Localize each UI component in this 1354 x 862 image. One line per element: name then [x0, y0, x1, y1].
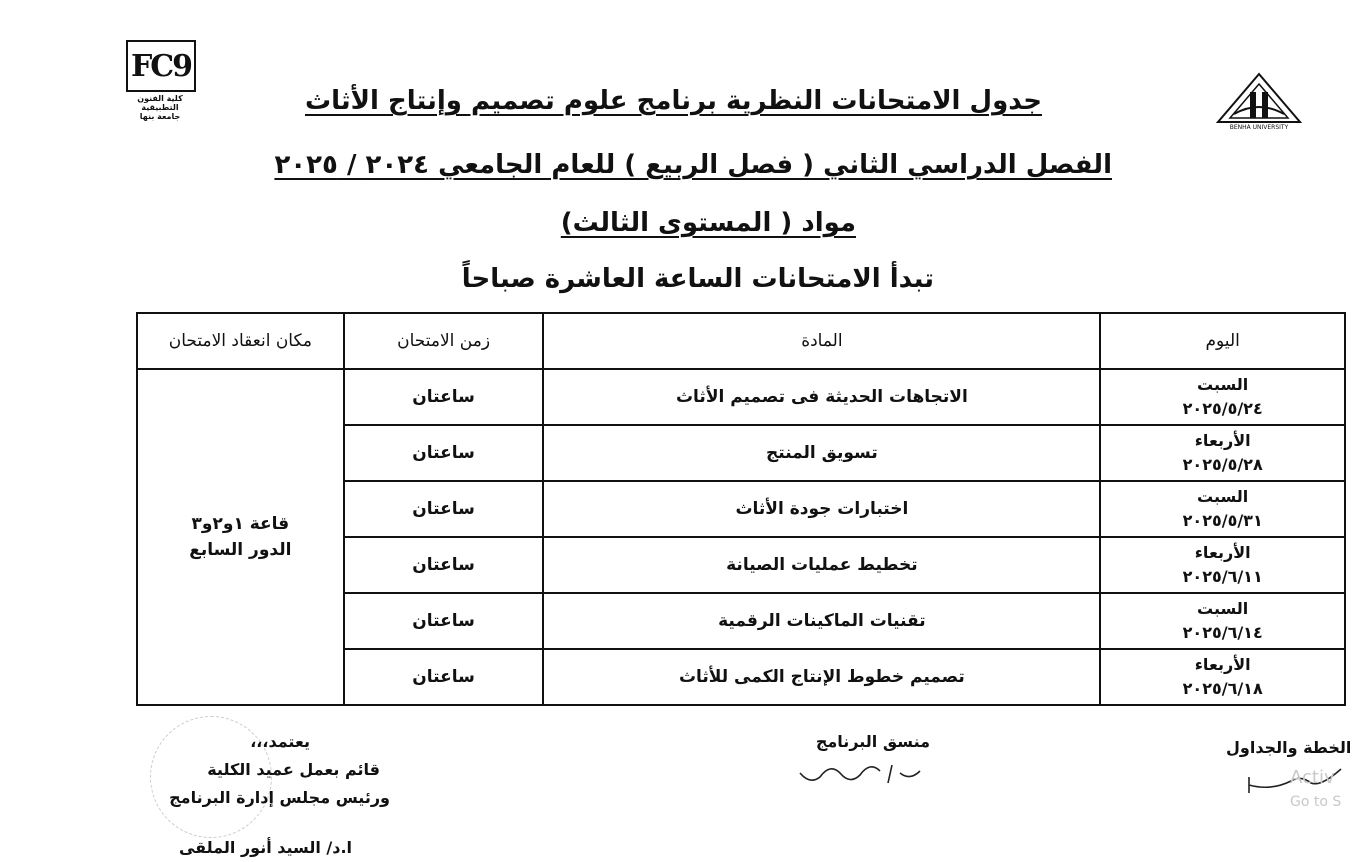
- duration-cell: ساعتان: [344, 593, 544, 649]
- day-name: السبت: [1197, 599, 1249, 618]
- coordinator-signature-icon: [780, 751, 930, 791]
- day-name: الأربعاء: [1194, 655, 1251, 674]
- exam-date: ٢٠٢٥/٦/١٨: [1182, 679, 1263, 698]
- day-cell: [1100, 593, 1345, 649]
- exam-date: ٢٠٢٥/٦/١٤: [1182, 623, 1263, 642]
- subject-cell: تصميم خطوط الإنتاج الكمى للأثاث: [543, 649, 1100, 705]
- subject-cell: تسويق المنتج: [543, 425, 1100, 481]
- duration-cell: ساعتان: [344, 537, 544, 593]
- subject-cell: اختبارات جودة الأثاث: [543, 481, 1100, 537]
- day-name: السبت: [1197, 487, 1249, 506]
- semester-title: الفصل الدراسي الثاني ( فصل الربيع ) للعام الجامعي ٢٠٢٤ / ٢٠٢٥: [274, 150, 1112, 180]
- day-name: الأربعاء: [1194, 431, 1251, 450]
- coordinator-signature-block: [780, 732, 930, 795]
- subject-cell: الاتجاهات الحديثة فى تصميم الأثاث: [543, 369, 1100, 425]
- header-day: اليوم: [1100, 313, 1345, 369]
- place-floor: الدور السابع: [189, 540, 292, 560]
- page-title: جدول الامتحانات النظرية برنامج علوم تصميم وإنتاج الأثاث: [304, 86, 1042, 116]
- watermark-line-2: Go to S: [1290, 794, 1342, 810]
- day-cell: [1100, 649, 1345, 705]
- approve-label: يعتمد،،،: [250, 732, 310, 751]
- day-name: السبت: [1197, 375, 1249, 394]
- board-title: ورئيس مجلس إدارة البرنامج: [169, 788, 390, 807]
- coordinator-title: منسق البرنامج: [815, 732, 930, 751]
- day-cell: [1100, 537, 1345, 593]
- day-cell: [1100, 369, 1345, 425]
- university-name: BENHA UNIVERSITY: [1229, 124, 1289, 130]
- activation-watermark: [1290, 766, 1341, 814]
- university-emblem-icon: [1214, 70, 1304, 130]
- place-cell: [137, 369, 344, 705]
- duration-cell: ساعتان: [344, 369, 544, 425]
- level-title: مواد ( المستوى الثالث): [560, 208, 856, 238]
- place-hall: قاعة ١و٢و٣: [191, 514, 290, 534]
- duration-cell: ساعتان: [344, 425, 544, 481]
- subject-cell: تقنيات الماكينات الرقمية: [543, 593, 1100, 649]
- table-row: [137, 369, 1345, 425]
- day-cell: [1100, 425, 1345, 481]
- exam-date: ٢٠٢٥/٥/٢٤: [1182, 399, 1263, 418]
- exam-date: ٢٠٢٥/٥/٢٨: [1182, 455, 1263, 474]
- watermark-line-1: Activ: [1290, 767, 1335, 788]
- faculty-mark: FC9: [126, 40, 196, 92]
- exam-date: ٢٠٢٥/٥/٣١: [1182, 511, 1263, 530]
- duration-cell: ساعتان: [344, 481, 544, 537]
- duration-cell: ساعتان: [344, 649, 544, 705]
- subject-cell: تخطيط عمليات الصيانة: [543, 537, 1100, 593]
- exam-date: ٢٠٢٥/٦/١١: [1182, 567, 1263, 586]
- university-logo: [1214, 70, 1304, 130]
- dean-signature-block: [150, 728, 390, 862]
- day-cell: [1100, 481, 1345, 537]
- faculty-caption: كلية الفنون التطبيقية جامعة بنها: [137, 94, 183, 121]
- dean-title: قائم بعمل عميد الكلية: [207, 760, 380, 779]
- header-duration: زمن الامتحان: [344, 313, 544, 369]
- table-header-row: [137, 313, 1345, 369]
- header-place: مكان انعقاد الامتحان: [137, 313, 344, 369]
- start-time-title: تبدأ الامتحانات الساعة العاشرة صباحاً: [461, 264, 934, 294]
- planning-title: الخطة والجداول: [1226, 738, 1352, 757]
- faculty-logo: [126, 40, 194, 121]
- exam-schedule-table: [136, 312, 1346, 706]
- dean-name: ا.د/ السيد أنور الملقى: [178, 838, 352, 857]
- header-subject: المادة: [543, 313, 1100, 369]
- day-name: الأربعاء: [1194, 543, 1251, 562]
